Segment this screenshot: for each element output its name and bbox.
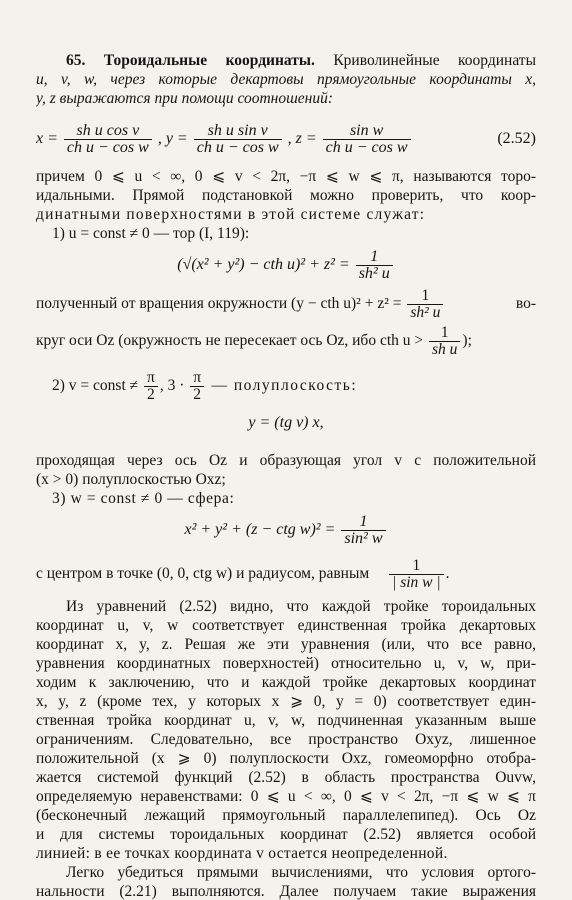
fraction-z: [323, 123, 411, 156]
text-span: круг оси Oz (окружность не пересекает ось Oz, ибо cth u >: [36, 332, 424, 349]
fraction: [144, 370, 158, 403]
text-line: ограничениям. Следовательно, все пространство Oxyz, лишенное: [36, 731, 536, 748]
text-span: , 3 ·: [159, 377, 185, 394]
section-heading: 65. Тороидальные координаты.: [66, 52, 315, 69]
fraction: [341, 514, 385, 547]
text-line: жается системой функций (2.52) в область пространства Ouvw,: [36, 769, 536, 786]
frac-den: | sin w |: [389, 574, 444, 591]
frac-num: sh u cos v: [76, 121, 140, 139]
eq-term: x =: [36, 130, 58, 147]
text-line: нальности (2.21) выполняются. Далее получаем такие выражения: [36, 883, 536, 900]
text-line: u, v, w, через которые декартовы прямоугольные координаты x,: [36, 71, 536, 88]
frac-den: sin² w: [341, 530, 385, 547]
text-line: и для системы тороидальных координат (2.52) является особой: [36, 826, 536, 843]
frac-num: sin w: [349, 121, 384, 139]
text-line: y, z выражаются при помощи соотношений:: [36, 90, 334, 107]
fraction: [429, 325, 460, 358]
frac-num: π: [193, 368, 202, 386]
frac-den: ch u − cos w: [64, 139, 152, 156]
frac-den: sh² u: [407, 304, 443, 321]
text-line-fraction: [36, 284, 536, 324]
eq-term: (√(x² + y²) − cth u)² + z² =: [177, 256, 350, 273]
text-line: координат u, v, w соответствует единственная тройка декартовых: [36, 617, 536, 634]
text-line: положительной (x ⩾ 0) полуплоскости Oxz, гомеоморфно отобра-: [36, 750, 536, 767]
text-line: линией: в ее точках координата v остается неопределенной.: [36, 845, 448, 862]
fraction: [190, 370, 204, 403]
frac-den: sh² u: [356, 265, 393, 282]
frac-den: ch u − cos w: [323, 139, 411, 156]
frac-den: ch u − cos w: [194, 139, 282, 156]
text-line: причем 0 ⩽ u < ∞, 0 ⩽ v < 2π, −π ⩽ w ⩽ π, называются торо-: [36, 168, 536, 185]
equation-2-52: [36, 117, 536, 161]
text-line: проходящая через ось Oz и образующая угол v с положительной: [36, 452, 536, 469]
text-line: уравнения координатных поверхностей) относительно u, v, w, при-: [36, 655, 536, 672]
frac-num: 1: [440, 323, 449, 341]
item-1: 1) u = const ≠ 0 — тор (I, 119):: [52, 225, 250, 242]
frac-num: 1: [421, 286, 430, 304]
text-span: );: [462, 332, 472, 349]
text-line: Из уравнений (2.52) видно, что каждой тройке тороидальных: [66, 598, 536, 615]
fraction: [407, 288, 443, 321]
text-span: полученный от вращения окружности (y − cth u)² + z² =: [36, 295, 402, 312]
fraction-x: [64, 123, 152, 156]
text-line: определяемую неравенствами: 0 ⩽ u < ∞, 0 ⩽ v < 2π, −π ⩽ w ⩽ π: [36, 788, 536, 805]
equation-torus: [36, 243, 536, 287]
frac-num: 1: [370, 247, 379, 265]
section-65-line-1: [66, 52, 536, 69]
text-line: ственная тройка координат u, v, w, подчиненная указанным выше: [36, 712, 536, 729]
item-2: [52, 366, 536, 406]
text-line: (x > 0) полуплоскостью Oxz;: [36, 471, 226, 488]
text-line: x, y, z (кроме тех, у которых x ⩾ 0, y = 0) соответствует един-: [36, 693, 536, 710]
equation-number: (2.52): [497, 130, 536, 147]
fraction-y: [194, 123, 282, 156]
eq-term: , z =: [287, 130, 317, 147]
text-span: с центром в точке (0, 0, ctg w) и радиусом, равным: [36, 565, 370, 582]
text-span: во-: [515, 295, 536, 312]
fraction: [356, 249, 393, 282]
text-line-fraction: [36, 554, 536, 594]
frac-den: 2: [144, 386, 158, 403]
frac-den: 2: [190, 386, 204, 403]
equation-half-plane: y = (tg v) x,: [248, 414, 324, 431]
text-line: ходим к заключению, что и каждой тройке декартовых координат: [36, 674, 536, 691]
text-line: идальными. Прямой подстановкой можно проверить, что коор-: [36, 187, 536, 204]
frac-num: 1: [412, 556, 421, 574]
text-line: Легко убедиться прямыми вычислениями, что условия ортого-: [66, 864, 536, 881]
text-line: (бесконечный лежащий прямоугольный параллелепипед). Ось Oz: [36, 807, 536, 824]
equation-sphere: [36, 508, 536, 552]
text-span: 2) v = const ≠: [52, 377, 139, 394]
frac-num: π: [147, 368, 155, 386]
text-span: .: [445, 565, 450, 582]
eq-term: x² + y² + (z − ctg w)² =: [184, 521, 336, 538]
text-span: — полуплоскость:: [206, 377, 358, 394]
eq-term: , y =: [157, 130, 188, 147]
text-line: координат x, y, z. Решая же эти уравнения (или, что все равно,: [36, 636, 536, 653]
item-3: 3) w = const ≠ 0 — сфера:: [52, 490, 235, 507]
text-line: динатными поверхностями в этой системе служат:: [36, 206, 426, 223]
frac-den: sh u: [429, 341, 460, 358]
frac-num: sh u sin v: [207, 121, 268, 139]
text-line-fraction: [36, 321, 536, 361]
frac-num: 1: [359, 512, 368, 530]
fraction: [389, 558, 444, 591]
text-span: Криволинейные координаты: [314, 52, 536, 69]
